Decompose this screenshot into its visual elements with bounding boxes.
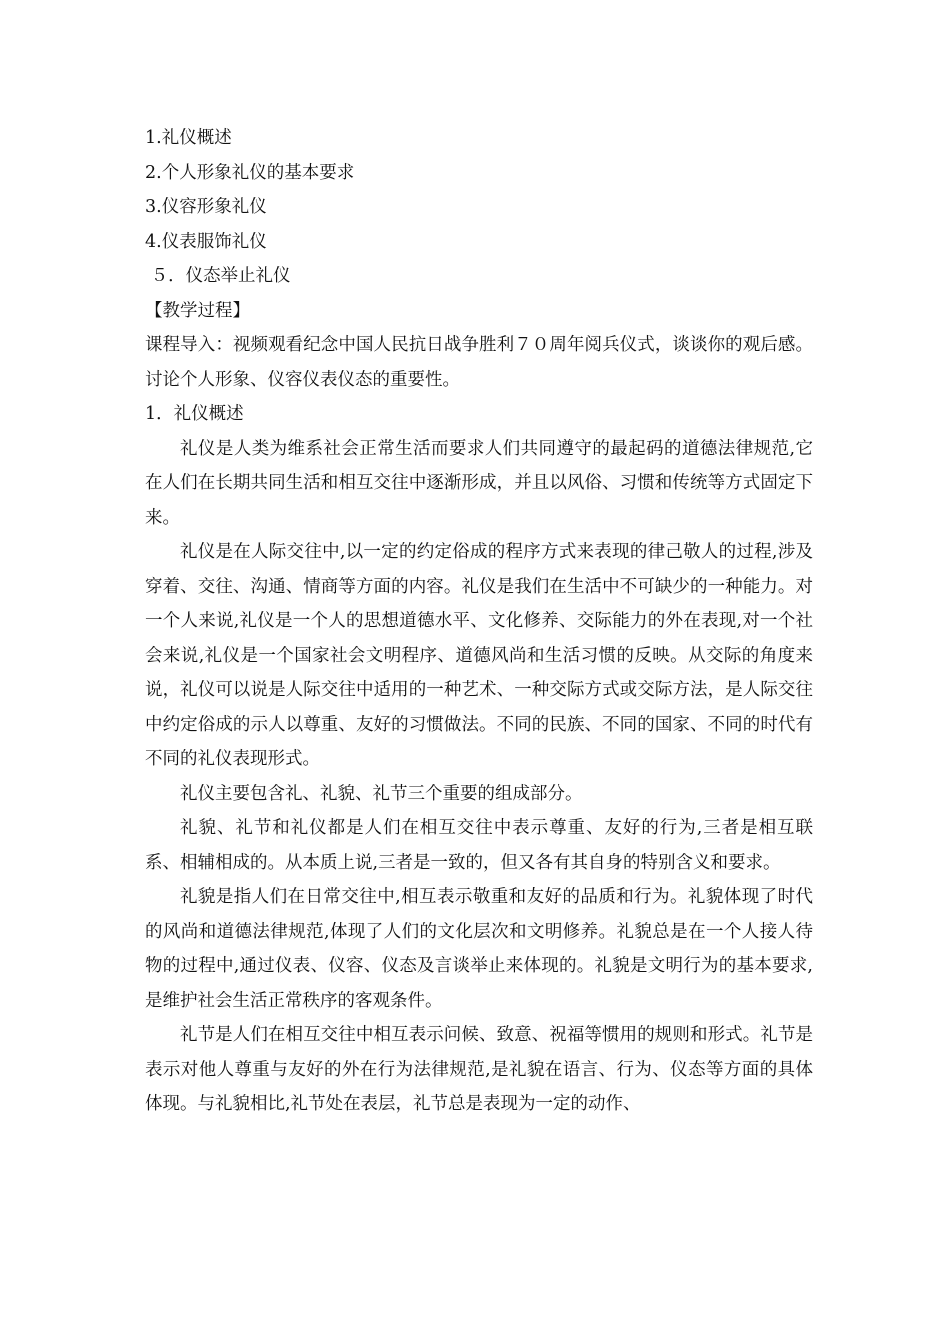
body-paragraph-1: 礼仪是人类为维系社会正常生活而要求人们共同遵守的最起码的道德法律规范,它在人们在长期共同生活和相互交往中逐渐形成，并且以风俗、习惯和传统等方式固定下来。 [145, 438, 813, 528]
body-paragraph-3: 礼仪主要包含礼、礼貌、礼节三个重要的组成部分。 [180, 783, 583, 804]
outline-item-3: 3.仪容形象礼仪 [145, 197, 267, 217]
intro-paragraph: 课程导入：视频观看纪念中国人民抗日战争胜利７０周年阅兵仪式，谈谈你的观后感。讨论个人形象、仪容仪表仪态的重要性。 [145, 335, 813, 390]
outline-item-5: ５．仪态举止礼仪 [145, 266, 291, 286]
outline-item-4: 4.仪表服饰礼仪 [145, 231, 267, 252]
document-page [145, 121, 813, 1122]
body-paragraph-2: 礼仪是在人际交往中,以一定的约定俗成的程序方式来表现的律己敬人的过程,涉及穿着、交往、沟通、情商等方面的内容。礼仪是我们在生活中不可缺少的一种能力。对一个人来说,礼仪是一个人的思想道德水平、文化修养、交际能力的外在表现,对一个社会来说,礼仪是一个国家社会文明程序、道德风尚和生活习惯的反映。从交际的角度来说，礼仪可以说是人际交往中适用的一种艺术、一种交际方式或交际方法，是人际交往中约定俗成的示人以尊重、友好的习惯做法。不同的民族、不同的国家、不同的时代有不同的礼仪表现形式。 [145, 542, 813, 769]
body-paragraph-4: 礼貌、礼节和礼仪都是人们在相互交往中表示尊重、友好的行为,三者是相互联系、相辅相成的。从本质上说,三者是一致的，但又各有其自身的特别含义和要求。 [145, 818, 813, 873]
section-heading: 【教学过程】 [145, 300, 250, 321]
body-paragraph-5: 礼貌是指人们在日常交往中,相互表示敬重和友好的品质和行为。礼貌体现了时代的风尚和道德法律规范,体现了人们的文化层次和文明修养。礼貌总是在一个人接人待物的过程中,通过仪表、仪容、仪态及言谈举止来体现的。礼貌是文明行为的基本要求,是维护社会生活正常秩序的客观条件。 [145, 887, 813, 1011]
outline-item-1: 1.礼仪概述 [145, 128, 232, 148]
outline-item-2: 2.个人形象礼仪的基本要求 [145, 162, 355, 183]
body-paragraph-6: 礼节是人们在相互交往中相互表示问候、致意、祝福等惯用的规则和形式。礼节是表示对他人尊重与友好的外在行为法律规范,是礼貌在语言、行为、仪态等方面的具体体现。与礼貌相比,礼节处在表层，礼节总是表现为一定的动作、 [145, 1025, 813, 1114]
subheading: 1．礼仪概述 [145, 404, 244, 424]
